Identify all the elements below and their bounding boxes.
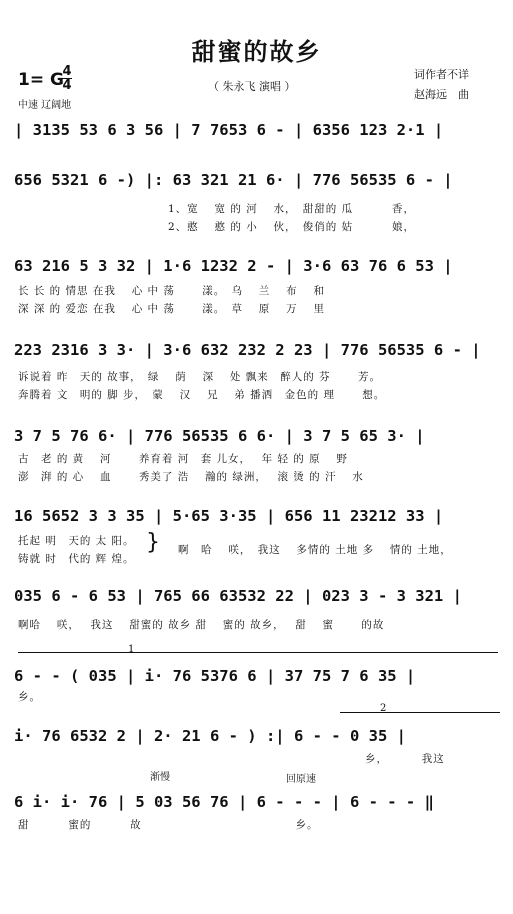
lyrics-line-2a: 1、宽 宽 的 河 水， 甜甜的 瓜 香， [168, 203, 415, 215]
time-signature [62, 65, 72, 92]
lyrics-line-3a: 长 长 的 情思 在我 心 中 荡 漾。 乌 兰 布 和 [18, 285, 325, 297]
key-signature: 1= G [18, 70, 64, 90]
staff-line-8: 6 - - ( 035 | i· 76 5376 6 | 37 75 7 6 35 | [14, 667, 416, 685]
lyrics-line-4a: 诉说着 昨 天的 故事， 绿 荫 深 处 飘来 醉人的 芬 芳。 [18, 371, 381, 383]
staff-line-6: 16 5652 3 3 35 | 5·65 3·35 | 656 11 23212 33 | [14, 507, 444, 525]
ritardando-mark: 渐慢 [150, 772, 170, 783]
volta-1-line [18, 652, 498, 653]
volta-2-number: 2 [380, 703, 387, 714]
volta-2-line [340, 712, 500, 713]
song-title: 甜蜜的故乡 [191, 38, 322, 66]
lyrics-line-7: 啊哈 咲， 我这 甜蜜的 故乡 甜 蜜的 故乡， 甜 蜜 的故 [18, 619, 385, 631]
lyrics-line-2b: 2、憨 憨 的 小 伙， 俊俏的 姑 娘， [168, 221, 415, 233]
lyrics-line-9: 乡， 我这 [365, 753, 445, 765]
lyrics-line-6b: 铸就 时 代的 辉 煌。 [18, 553, 135, 565]
lyrics-line-4b: 奔腾着 文 明的 脚 步， 蒙 汉 兄 弟 播洒 金色的 理 想。 [18, 389, 386, 401]
lyrics-line-6a: 托起 明 天的 太 阳。 [18, 535, 135, 547]
staff-line-5: 3 7 5 76 6· | 776 56535 6 6· | 3 7 5 65 3· | [14, 427, 425, 445]
staff-line-7: 035 6 - 6 53 | 765 66 63532 22 | 023 3 - 3 321 | [14, 587, 462, 605]
lyrics-line-8: 乡。 [18, 691, 41, 703]
lyricist-credit: 词作者不详 [414, 68, 469, 81]
volta-1-number: 1 [128, 644, 135, 655]
lyrics-line-6c: 啊 哈 咲， 我这 多情的 土地 多 情的 土地， [178, 544, 452, 556]
tempo-marking: 中速 辽阔地 [18, 100, 72, 111]
staff-line-3: 63 216 5 3 32 | 1·6 1232 2 - | 3·6 63 76 6 53 | [14, 257, 453, 275]
composer-credit: 赵海远 曲 [414, 88, 469, 101]
lyrics-line-5b: 澎 湃 的 心 血 秀美了 浩 瀚的 绿洲， 滚 烫 的 汗 水 [18, 471, 364, 483]
lyrics-line-10: 甜 蜜的 故 乡。 [18, 819, 319, 831]
lyrics-line-5a: 古 老 的 黄 河 养育着 河 套 儿女， 年 轻 的 原 野 [18, 453, 348, 465]
staff-line-4: 223 2316 3 3· | 3·6 632 232 2 23 | 776 56535 6 - | [14, 341, 481, 359]
staff-line-9: i· 76 6532 2 | 2· 21 6 - ) :| 6 - - 0 35 | [14, 727, 406, 745]
verse-brace: } [146, 530, 160, 555]
staff-line-1: | 3135 53 6 3 56 | 7 7653 6 - | 6356 123 2·1 | [14, 121, 444, 139]
staff-line-2: 656 5321 6 -) |: 63 321 21 6· | 776 56535 6 - | [14, 171, 453, 189]
lyrics-line-3b: 深 深 的 爱恋 在我 心 中 荡 漾。 草 原 万 里 [18, 303, 325, 315]
meter-top: 4 [62, 64, 72, 79]
singer-credit: （ 朱永飞 演唱 ） [208, 80, 296, 93]
meter-bottom: 4 [62, 78, 72, 93]
staff-line-10: 6 i· i· 76 | 5 03 56 76 | 6 - - - | 6 - - - ‖ [14, 793, 434, 811]
a-tempo-mark: 回原速 [286, 774, 316, 785]
